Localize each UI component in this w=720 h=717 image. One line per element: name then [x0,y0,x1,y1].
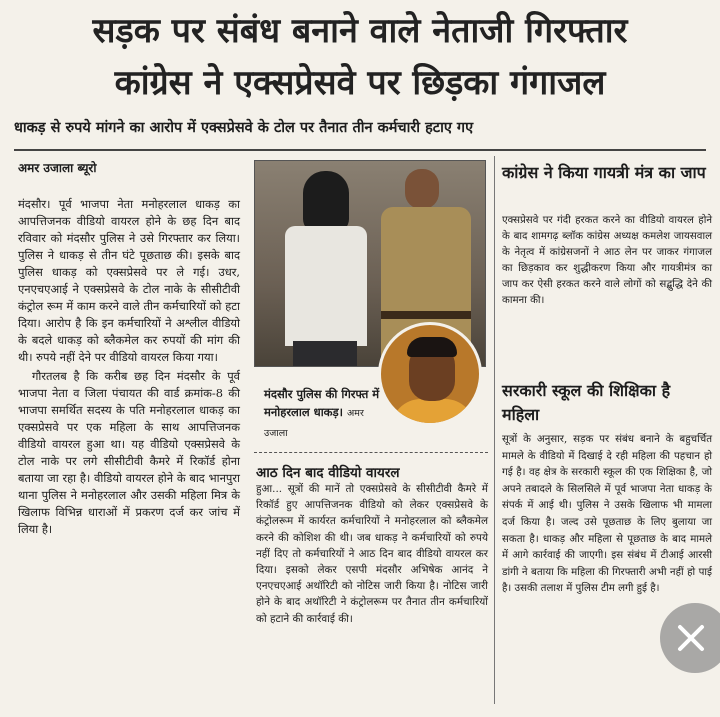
byline: अमर उजाला ब्यूरो [18,161,97,175]
right-column-1: एक्सप्रेसवे पर गंदी हरकत करने का वीडियो वायरल होने के बाद शामगढ़ ब्लॉक कांग्रेस अध्यक्ष कमलेश जायसवाल के नेतृत्व में कांग्रेसजनों ने आठ लेन पर जाकर गंगाजल का छिड़काव कर शुद्धीकरण किया और गायत्रीमंत्र का जाप कर ऐसी हरकत करने वाले लोगों को सद्बुद्धि देने की कामना की। [502,215,712,307]
top-divider [14,149,706,151]
caption-text: मंदसौर पुलिस की गिरफ्त में मनोहरलाल धाकड़। [264,387,380,419]
right-column-2: सूत्रों के अनुसार, सड़क पर संबंध बनाने के बहुचर्चित मामले के वीडियो में दिखाई दे रही महिला की पहचान हो गई है। वह क्षेत्र के सरकारी स्कूल की एक शिक्षिका है, जो अपने तबादले के सिलसिले में पूर्व भाजपा नेता धाकड़ के संपर्क में आई थी। पुलिस ने उसके खिलाफ भी मामला दर्ज किया है। जल्द उसे पूछताछ के लिए बुलाया जा सकता है। धाकड़ और महिला से पूछताछ के बाद मामले में आगे कार्रवाई की जाएगी। इस संबंध में टीआई आरसी डांगी ने बताया कि महिला की गिरफ्तारी अभी नहीं हो पाई है। उसकी तलाश में पुलिस टीम लगी हुई है। [502,434,712,595]
left-column [18,196,240,540]
headline-line-1: सड़क पर संबंध बनाने वाले नेताजी गिरफ्तार [92,11,628,51]
subheadline: धाकड़ से रुपये मांगने का आरोप में एक्सप्रेसवे के टोल पर तैनात तीन कर्मचारी हटाए गए [14,120,474,136]
photo-credit: अमर उजाला [264,408,364,439]
left-paragraph-1: मंदसौर। पूर्व भाजपा नेता मनोहरलाल धाकड़ का आपत्तिजनक वीडियो वायरल होने के छह दिन बाद रविवार को मंदसौर पुलिस ने उसे गिरफ्तार कर लिया। पुलिस ने धाकड़ से तीन घंटे पूछताछ की। इसके बाद पुलिस धाकड़ को एक्सप्रेसवे पर ले गई। उधर, एनएचएआई ने एक्सप्रेसवे के टोल नाके के सीसीटीवी कंट्रोल रूम में काम करने वाले तीन कर्मचारियों को हटा दिया। आरोप है कि इन कर्मचारियों ने अश्लील वीडियो के बदले धाकड़ को ब्लैकमेल कर रुपयों की मांग की थी। रुपये नहीं देने पर वीडियो वायरल किया गया। [18,197,240,364]
hooded-person [285,171,365,367]
headline-line-2: कांग्रेस ने एक्सप्रेसवे पर छिड़का गंगाजल [114,63,606,103]
middle-heading: आठ दिन बाद वीडियो वायरल [256,465,400,481]
right-heading-1: कांग्रेस ने किया गायत्री मंत्र का जाप [502,163,706,182]
column-divider [494,156,495,704]
inset-portrait [378,322,482,426]
left-paragraph-2: गौरतलब है कि करीब छह दिन मंदसौर के पूर्व भाजपा नेता व जिला पंचायत की वार्ड क्रमांक-8 की भाजपा समर्थित सदस्य के पति मनोहरलाल धाकड़ का एक्सप्रेसवे पर एक महिला के साथ आपत्तिजनक वीडियो वायरल हुआ था। यह वीडियो एक्सप्रेसवे के टोल नाके पर लगे सीसीटीवी कैमरे में रिकॉर्ड होना बताया जा रहा है। वीडियो वायरल होने के बाद भानपुरा थाना पुलिस ने मनोहरलाल और उसकी महिला मित्र के खिलाफ विभिन्न धाराओं में प्रकरण दर्ज कर जांच में लिया है। [18,369,240,536]
middle-column: हुआ... सूत्रों की मानें तो एक्सप्रेसवे के सीसीटीवी कैमरे में रिकॉर्ड हुए आपत्तिजनक वीडियो को लेकर एक्सप्रेसवे के कंट्रोलरूम में कार्यरत कर्मचारियों ने मनोहरलाल को ब्लैकमेल करने की कोशिश की थी। जब धाकड़ ने कर्मचारियों को रुपये नहीं दिए तो कर्मचारियों ने आठ दिन बाद वीडियो वायरल कर दिया। इसको लेकर एसपी मंदसौर अभिषेक आनंद ने एनएचएआई अथॉरिटी को नोटिस जारी किया है। नोटिस जारी होने के बाद अथॉरिटी ने कंट्रोलरूम पर तैनात तीन कर्मचारियों को हटाने की कार्रवाई की। [256,483,488,625]
close-button[interactable] [660,603,720,673]
close-icon [676,623,706,653]
right-heading-2: सरकारी स्कूल की शिक्षिका है महिला [502,381,671,424]
dashed-divider [254,452,488,453]
photo-caption [264,385,382,443]
